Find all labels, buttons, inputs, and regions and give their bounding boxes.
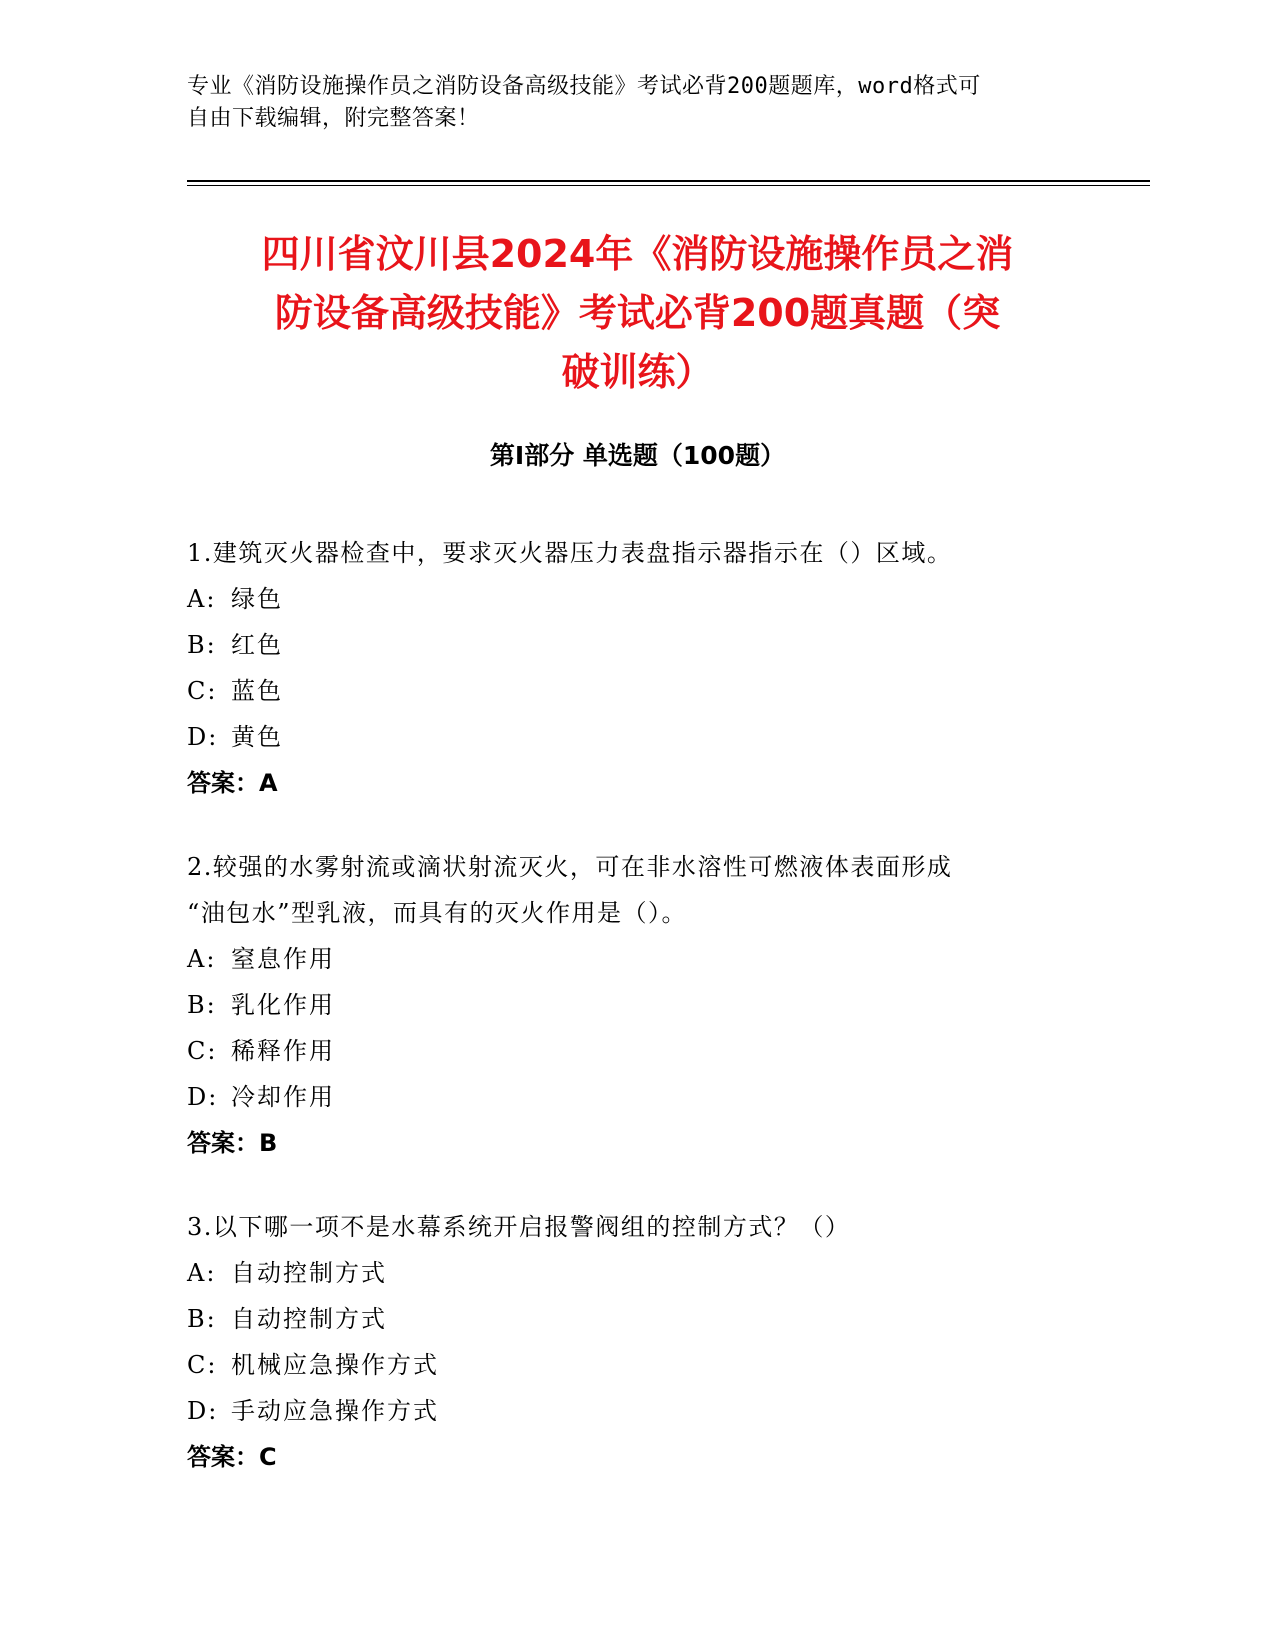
header-note-line-1: 专业《消防设施操作员之消防设备高级技能》考试必背200题题库，word格式可 xyxy=(187,74,981,99)
option-c xyxy=(187,1342,1087,1388)
option-b xyxy=(187,982,1087,1028)
header-divider-thin xyxy=(187,185,1150,186)
option-a xyxy=(187,576,1087,622)
option-text: 稀释作用 xyxy=(231,1037,335,1065)
option-text: 乳化作用 xyxy=(231,991,335,1019)
answer-line: 答案：C xyxy=(187,1443,277,1471)
option-key: B: xyxy=(187,1305,217,1333)
question-stem-line-1: 2.较强的水雾射流或滴状射流灭火，可在非水溶性可燃液体表面形成 xyxy=(187,853,953,881)
option-text: 红色 xyxy=(231,631,283,659)
option-text: 窒息作用 xyxy=(231,945,335,973)
option-key: A: xyxy=(187,945,217,973)
option-a xyxy=(187,936,1087,982)
question-3 xyxy=(187,1204,1087,1480)
question-2 xyxy=(187,844,1087,1166)
option-key: D: xyxy=(187,1083,219,1111)
option-text: 自动控制方式 xyxy=(231,1259,387,1287)
option-key: B: xyxy=(187,631,217,659)
header-divider-thick xyxy=(187,180,1150,182)
option-d xyxy=(187,1388,1087,1434)
option-d xyxy=(187,714,1087,760)
option-a xyxy=(187,1250,1087,1296)
section-heading: 第Ⅰ部分 单选题（100题） xyxy=(489,441,786,470)
option-key: C: xyxy=(187,1351,218,1379)
option-c xyxy=(187,668,1087,714)
option-b xyxy=(187,1296,1087,1342)
option-d xyxy=(187,1074,1087,1120)
page-title xyxy=(175,225,1100,402)
option-key: A: xyxy=(187,585,217,613)
option-key: C: xyxy=(187,677,218,705)
option-b xyxy=(187,622,1087,668)
page-title-line-1: 四川省汶川县2024年《消防设施操作员之消 xyxy=(261,232,1014,276)
option-text: 自动控制方式 xyxy=(231,1305,387,1333)
option-text: 冷却作用 xyxy=(231,1083,335,1111)
page-title-line-2: 防设备高级技能》考试必背200题真题（突 xyxy=(274,291,1001,335)
question-stem-line-2: “油包水”型乳液，而具有的灭火作用是（）。 xyxy=(187,899,688,927)
header-note xyxy=(187,71,1067,135)
option-text: 绿色 xyxy=(231,585,283,613)
question-stem: 3.以下哪一项不是水幕系统开启报警阀组的控制方式？（） xyxy=(187,1213,851,1241)
question-stem: 1.建筑灭火器检查中，要求灭火器压力表盘指示器指示在（）区域。 xyxy=(187,539,953,567)
option-key: D: xyxy=(187,1397,219,1425)
page-title-line-3: 破训练） xyxy=(561,350,714,394)
option-text: 手动应急操作方式 xyxy=(231,1397,439,1425)
option-key: B: xyxy=(187,991,217,1019)
option-key: C: xyxy=(187,1037,218,1065)
header-note-line-2: 自由下载编辑，附完整答案！ xyxy=(187,106,480,131)
option-key: A: xyxy=(187,1259,217,1287)
answer-line: 答案：B xyxy=(187,1129,278,1157)
option-c xyxy=(187,1028,1087,1074)
answer-line: 答案：A xyxy=(187,769,278,797)
option-text: 黄色 xyxy=(231,723,283,751)
question-1 xyxy=(187,530,1087,806)
option-text: 蓝色 xyxy=(231,677,283,705)
question-list xyxy=(187,530,1087,1518)
option-text: 机械应急操作方式 xyxy=(231,1351,439,1379)
option-key: D: xyxy=(187,723,219,751)
